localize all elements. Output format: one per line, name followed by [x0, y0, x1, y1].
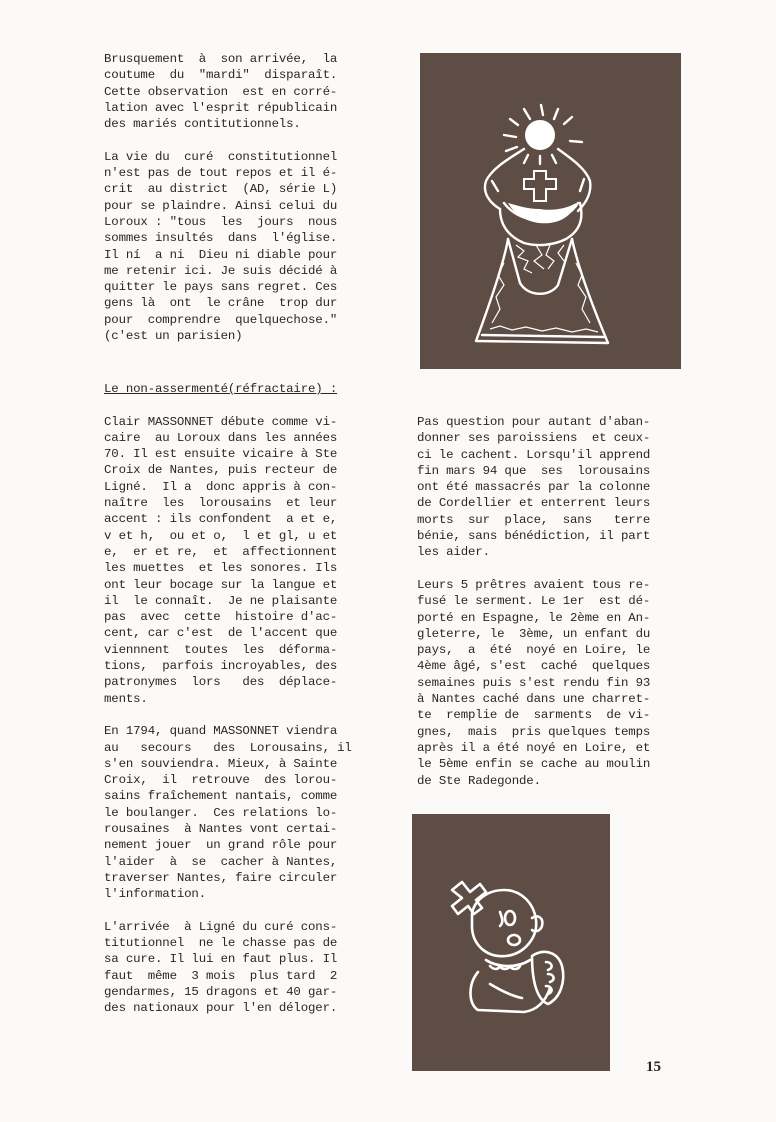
text-line: au secours des Lorousains, il [104, 740, 352, 755]
text-line: Croix de Nantes, puis recteur de [104, 463, 338, 478]
text-line: donner ses paroissiens et ceux- [417, 431, 651, 446]
text-line: fin mars 94 que ses lorousains [417, 463, 651, 478]
text-line: patronymes lors des déplace- [104, 675, 338, 690]
text-line: Cette observation est en corré- [104, 84, 338, 99]
text-line: ont leur bocage sur la langue et [104, 577, 338, 592]
text-line: accent : ils confondent a et e, [104, 512, 338, 527]
text-line: nement jouer un grand rôle pour [104, 838, 338, 853]
text-line: titutionnel ne le chasse pas de [104, 936, 338, 951]
text-line: l'information. [104, 887, 206, 902]
text-line: Leurs 5 prêtres avaient tous re- [417, 577, 651, 592]
text-line: pays, a été noyé en Loire, le [417, 643, 651, 658]
text-line: après il a été noyé en Loire, et [417, 740, 651, 755]
text-line: Il ní a ni Dieu ni diable pour [104, 247, 338, 262]
text-line: gendarmes, 15 dragons et 40 gar- [104, 984, 338, 999]
text-line: de Ste Radegonde. [417, 773, 541, 788]
text-line: quitter le pays sans regret. Ces [104, 280, 338, 295]
text-line: pas avec cette histoire d'ac- [104, 610, 338, 625]
text-line: l'aider à se cacher à Nantes, [104, 854, 338, 869]
text-line: pour comprendre quelquechose." [104, 312, 338, 327]
text-line: me retenir ici. Je suis décidé à [104, 263, 338, 278]
text-line: En 1794, quand MASSONNET viendra [104, 724, 338, 739]
text-line: les aider. [417, 545, 490, 560]
text-line: caire au Loroux dans les années [104, 430, 338, 445]
text-line: fusé le serment. Le 1er est dé- [417, 594, 651, 609]
page-number: 15 [646, 1059, 661, 1075]
text-line: morts sur place, sans terre [417, 512, 651, 527]
text-line: gens là ont le crâne trop dur [104, 296, 338, 311]
text-line: Loroux : "tous les jours nous [104, 214, 338, 229]
text-line: crit au district (AD, série L) [104, 182, 338, 197]
section-heading: Le non-assermenté(réfractaire) : [104, 382, 338, 396]
text-line: ments. [104, 691, 148, 706]
priest-raising-host-icon [420, 53, 681, 369]
text-line: te remplie de sarments de vi- [417, 708, 651, 723]
text-line: bénie, sans bénédiction, il part [417, 529, 651, 544]
paragraph-leurs-pretres [417, 577, 689, 789]
text-line: les muettes et les sonores. Ils [104, 561, 338, 576]
text-line: Clair MASSONNET débute comme vi- [104, 414, 338, 429]
text-line: sa cure. Il lui en faut plus. Il [104, 952, 338, 967]
text-line: n'est pas de tout repos et il é- [104, 166, 338, 181]
text-line: pour se plaindre. Ainsi celui du [104, 198, 338, 213]
text-line: gleterre, le 3ème, un enfant du [417, 626, 651, 641]
text-line: à Nantes caché dans une charret- [417, 692, 651, 707]
text-line: (c'est un parisien) [104, 329, 243, 344]
text-line: gnes, mais pris quelques temps [417, 724, 651, 739]
text-line: Croix, il retrouve des lorou- [104, 773, 338, 788]
right-column [417, 414, 689, 789]
text-line: le boulanger. Ces relations lo- [104, 805, 338, 820]
paragraph-massonnet [104, 414, 372, 707]
text-line: e, er et re, et affectionnent [104, 544, 338, 559]
text-line: L'arrivée à Ligné du curé cons- [104, 919, 338, 934]
paragraph-arrivee-ligne [104, 919, 372, 1017]
paragraph-gap [104, 707, 372, 723]
text-line: porté en Espagne, le 2ème en An- [417, 610, 651, 625]
paragraph-cure-constitutionnel [104, 149, 372, 345]
text-line: des nationaux pour l'en déloger. [104, 1001, 338, 1016]
paragraph-gap [104, 397, 372, 413]
paragraph-pas-question [417, 414, 689, 561]
text-line: rousaines à Nantes vont certai- [104, 822, 338, 837]
text-line: ont été massacrés par la colonne [417, 480, 651, 495]
text-line: 4ème âgé, s'est caché quelques [417, 659, 651, 674]
paragraph-gap [417, 561, 689, 577]
text-line: des mariés contitutionnels. [104, 117, 301, 132]
text-line: v et h, ou et o, l et gl, u et [104, 528, 338, 543]
text-line: ci le cachent. Lorsqu'il apprend [417, 447, 651, 462]
text-line: sommes insultés dans l'église. [104, 231, 338, 246]
text-line: de Cordellier et enterrent leurs [417, 496, 651, 511]
text-line: viennnent toutes les déforma- [104, 642, 338, 657]
text-line: tions, parfois incroyables, des [104, 659, 338, 674]
paragraph-gap [104, 903, 372, 919]
text-line: La vie du curé constitutionnel [104, 149, 338, 164]
cherub-with-cross-icon [412, 814, 610, 1071]
paragraph-arrival [104, 51, 372, 132]
left-column-bottom [104, 381, 372, 1017]
text-line: sains fraîchement nantais, comme [104, 789, 338, 804]
text-line: s'en souviendra. Mieux, à Sainte [104, 756, 338, 771]
text-line: cent, car c'est de l'accent que [104, 626, 338, 641]
text-line: traverser Nantes, faire circuler [104, 870, 338, 885]
text-line: Pas question pour autant d'aban- [417, 415, 651, 429]
paragraph-1794 [104, 723, 372, 902]
text-line: le 5ème enfin se cache au moulin [417, 757, 651, 772]
text-line: Brusquement à son arrivée, la [104, 52, 338, 66]
illustration-cherub [412, 814, 610, 1071]
text-line: coutume du "mardi" disparaît. [104, 68, 338, 83]
text-line: Ligné. Il a donc appris à con- [104, 479, 338, 494]
text-line: 70. Il est ensuite vicaire à Ste [104, 447, 338, 462]
text-line: faut même 3 mois plus tard 2 [104, 968, 338, 983]
illustration-priest [420, 53, 681, 369]
text-line: lation avec l'esprit républicain [104, 100, 338, 115]
paragraph-gap [104, 132, 372, 148]
text-line: il le connaît. Je ne plaisante [104, 593, 338, 608]
left-column-top [104, 51, 372, 344]
text-line: semaines puis s'est rendu fin 93 [417, 675, 651, 690]
text-line: naître les lorousains et leur [104, 496, 338, 511]
